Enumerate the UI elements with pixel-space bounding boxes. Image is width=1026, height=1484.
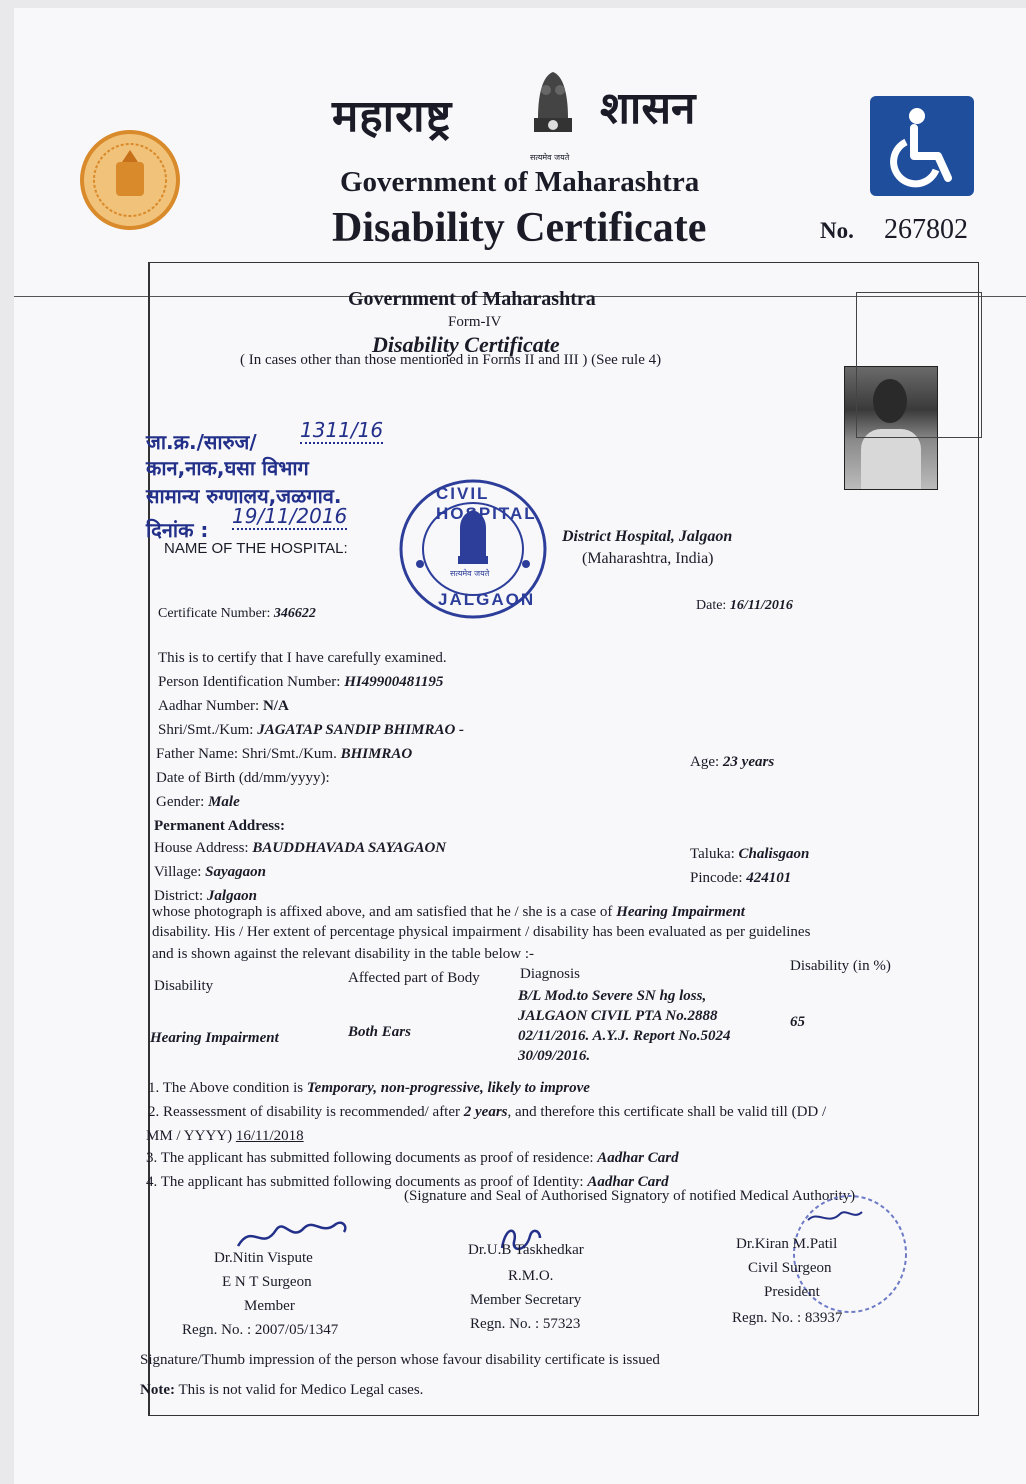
district-label: District: (154, 888, 204, 904)
statement-l1a: whose photograph is affixed above, and am satisfied that he / she is a case of (152, 904, 613, 920)
date-stamp-label: दिनांक : (146, 518, 209, 542)
thumb-line: Signature/Thumb impression of the person whose favour disability certificate is issued (140, 1352, 660, 1368)
statement-line-3: and is shown against the relevant disability in the table below :- (152, 946, 534, 962)
seal-motto: सत्यमेव जयते (450, 569, 490, 578)
condition-2-text: 2. Reassessment of disability is recommended/ after (148, 1104, 461, 1120)
sig3-regn: Regn. No. : 83937 (732, 1310, 843, 1326)
note-row (140, 1382, 423, 1399)
pid-value: HI49900481195 (344, 674, 444, 690)
cert-date: 16/11/2016 (729, 598, 793, 613)
condition-1-text: 1. The Above condition is (148, 1080, 304, 1096)
taluka-label: Taluka: (690, 846, 735, 862)
name-value: JAGATAP SANDIP BHIMRAO - (257, 722, 465, 738)
condition-2-valid-date: 16/11/2018 (235, 1128, 304, 1144)
hospital-stamp: सामान्य रुग्णालय,जळगाव. (146, 484, 342, 508)
gender-label: Gender: (156, 794, 205, 810)
note-label: Note: (140, 1382, 175, 1398)
seal-top-text: CIVIL HOSPITAL (436, 484, 537, 523)
cert-date-label: Date: (696, 598, 727, 613)
aadhar-value: N/A (262, 698, 289, 714)
taluka-row (690, 846, 809, 863)
sig3-name: Dr.Kiran M.Patil (736, 1236, 838, 1252)
perm-address-label: Permanent Address: (154, 818, 285, 834)
header-cert-title: Disability Certificate (332, 205, 707, 251)
condition-2-period: 2 years (463, 1104, 508, 1120)
table-cell-percent: 65 (790, 1014, 805, 1030)
hospital-label: NAME OF THE HOSPITAL: (164, 540, 348, 557)
pid-row (158, 674, 443, 691)
seal-bottom-text: JALGAON (438, 590, 536, 609)
condition-3-value: Aadhar Card (597, 1150, 679, 1166)
statement-l1b: Hearing Impairment (616, 904, 745, 920)
village-value: Sayagaon (205, 864, 267, 880)
table-cell-part: Both Ears (348, 1024, 411, 1040)
table-header-percent: Disability (in %) (790, 958, 891, 974)
gender-value: Male (208, 794, 240, 810)
table-cell-diagnosis-3: 02/11/2016. A.Y.J. Report No.5024 (518, 1028, 731, 1044)
statement-line-1 (152, 904, 745, 921)
sig3-position: President (764, 1284, 820, 1300)
ref-label: जा.क्र./सारुज/ (146, 430, 257, 454)
marathi-title-left: महाराष्ट्र (332, 91, 453, 142)
gender-row (156, 794, 240, 811)
table-cell-diagnosis-2: JALGAON CIVIL PTA No.2888 (518, 1008, 718, 1024)
table-cell-diagnosis-1: B/L Mod.to Severe SN hg loss, (518, 988, 707, 1004)
condition-4-value: Aadhar Card (587, 1174, 669, 1190)
aadhar-label: Aadhar Number: (158, 698, 260, 714)
district-value: Jalgaon (206, 888, 257, 904)
house-value: BAUDDHAVADA SAYAGAON (252, 840, 447, 856)
pincode-value: 424101 (746, 870, 792, 886)
table-cell-disability: Hearing Impairment (150, 1030, 279, 1046)
age-row (690, 754, 774, 771)
hospital-name: District Hospital, Jalgaon (562, 528, 733, 545)
father-value: BHIMRAO (340, 746, 413, 762)
sig1-name: Dr.Nitin Vispute (214, 1250, 313, 1266)
sig1-role: E N T Surgeon (222, 1274, 312, 1290)
marathi-title-right: शासन (600, 83, 696, 134)
wheelchair-icon (870, 96, 974, 196)
sig2-role: R.M.O. (508, 1268, 554, 1284)
pid-label: Person Identification Number: (158, 674, 341, 690)
header-number-value: 267802 (884, 214, 968, 245)
cert-number: 346622 (273, 606, 316, 621)
form-title: Disability Certificate (372, 332, 560, 357)
condition-1 (148, 1080, 590, 1097)
house-row (154, 840, 446, 857)
name-label: Shri/Smt./Kum: (158, 722, 254, 738)
condition-4-text: 4. The applicant has submitted following documents as proof of Identity: (146, 1174, 584, 1190)
cert-date-row (696, 598, 793, 614)
statement-line-2: disability. His / Her extent of percentage physical impairment / disability has been evaluated as per guidelines (152, 924, 811, 940)
cert-number-row (158, 606, 316, 622)
father-row (156, 746, 412, 763)
hospital-location: (Maharashtra, India) (582, 550, 714, 567)
table-cell-diagnosis-4: 30/09/2016. (518, 1048, 591, 1064)
note-text: This is not valid for Medico Legal cases. (178, 1382, 424, 1398)
taluka-value: Chalisgaon (738, 846, 810, 862)
signature-caption: (Signature and Seal of Authorised Signatory of notified Medical Authority) (404, 1188, 856, 1204)
district-row (154, 888, 257, 905)
father-label: Father Name: Shri/Smt./Kum. (156, 746, 337, 762)
table-header-part: Affected part of Body (348, 970, 480, 986)
photo-frame (856, 292, 982, 438)
pincode-label: Pincode: (690, 870, 743, 886)
dept-stamp: कान,नाक,घसा विभाग (146, 456, 309, 480)
intro-line: This is to certify that I have carefully examined. (158, 650, 447, 666)
header-number-label: No. (820, 218, 854, 243)
form-gov: Government of Maharashtra (348, 288, 596, 310)
condition-2-cont (146, 1128, 304, 1145)
house-label: House Address: (154, 840, 249, 856)
sig3-role: Civil Surgeon (748, 1260, 832, 1276)
age-label: Age: (690, 754, 720, 770)
gov-title: Government of Maharashtra (340, 166, 700, 198)
date-stamp-value: 19/11/2016 (232, 504, 348, 528)
condition-3 (146, 1150, 679, 1167)
name-row (158, 722, 464, 739)
sig2-name: Dr.U.B Taskhedkar (468, 1242, 584, 1258)
aadhar-row (158, 698, 289, 715)
age-value: 23 years (722, 754, 775, 770)
form-subtitle: ( In cases other than those mentioned in Forms II and III ) (See rule 4) (240, 352, 662, 368)
emblem-motto: सत्यमेव जयते (530, 153, 570, 162)
sig2-regn: Regn. No. : 57323 (470, 1316, 581, 1332)
form-number: Form-IV (448, 314, 502, 330)
table-header-diagnosis: Diagnosis (520, 966, 580, 982)
sig2-position: Member Secretary (470, 1292, 582, 1308)
condition-2 (148, 1104, 826, 1121)
maharashtra-emblem-icon (78, 128, 182, 232)
village-row (154, 864, 266, 881)
pincode-row (690, 870, 791, 887)
civil-hospital-seal (398, 478, 548, 620)
sig1-regn: Regn. No. : 2007/05/1347 (182, 1322, 339, 1338)
condition-2-rest: , and therefore this certificate shall be valid till (DD / (507, 1104, 827, 1120)
ashoka-emblem-icon (528, 66, 578, 146)
table-header-disability: Disability (154, 978, 214, 994)
condition-1-value: Temporary, non-progressive, likely to improve (306, 1080, 590, 1096)
sig1-position: Member (244, 1298, 295, 1314)
ref-value: 1311/16 (300, 418, 384, 442)
condition-3-text: 3. The applicant has submitted following documents as proof of residence: (146, 1150, 594, 1166)
condition-2-mm: MM / YYYY) (146, 1128, 233, 1144)
cert-number-label: Certificate Number: (158, 606, 271, 621)
village-label: Village: (154, 864, 202, 880)
dob-label: Date of Birth (dd/mm/yyyy): (156, 770, 330, 786)
